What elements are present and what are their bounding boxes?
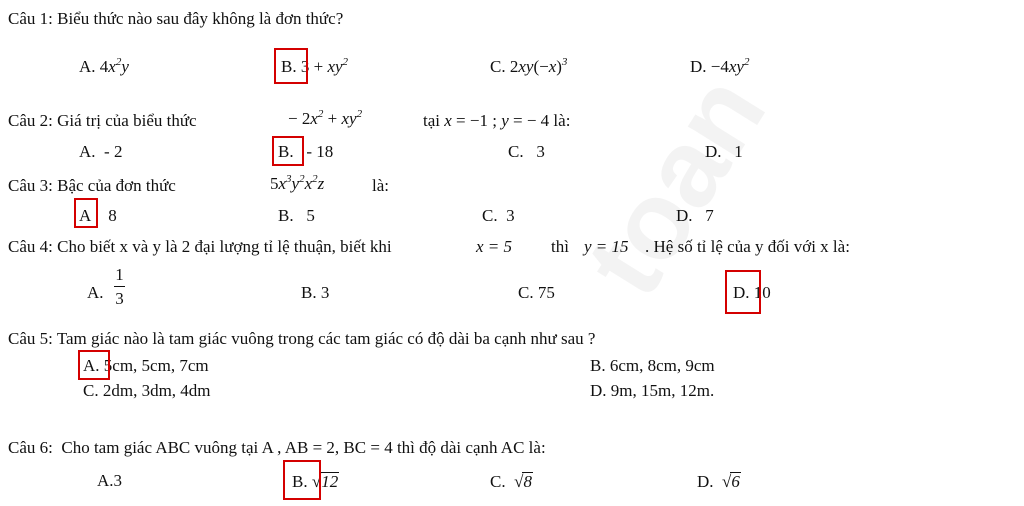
q2-condition: tại x = −1 ; y = − 4 là: xyxy=(423,111,571,130)
q4-option-a-letter: A. xyxy=(87,283,104,302)
q2-option-b: B. - 18 xyxy=(278,142,334,161)
answer-mark xyxy=(74,198,98,228)
q6-option-a: A.3 xyxy=(97,471,123,490)
q4-option-a-fraction xyxy=(114,266,125,307)
q3-option-d: D. 7 xyxy=(676,206,714,225)
q1-option-c: C. $2xy(-x)^3$ xyxy=(490,56,568,76)
q4-option-b: B. 3 xyxy=(301,283,330,302)
q2-option-d: D. 1 xyxy=(705,142,743,161)
q1-option-d: D. $-4xy^2$ xyxy=(690,56,750,76)
answer-mark xyxy=(274,48,308,84)
fraction-denominator: 3 xyxy=(115,289,124,308)
q1-option-b: B. $3 + xy^2$ xyxy=(281,56,349,76)
q3-option-a: A 8 xyxy=(79,206,117,225)
q4-suffix: . Hệ số tỉ lệ của y đối với x là: xyxy=(645,237,850,256)
question-1-stem: Câu 1: Biểu thức nào sau đây không là đơn thức? xyxy=(8,9,344,28)
answer-mark xyxy=(725,270,761,314)
q5-option-d: D. 9m, 15m, 12m. xyxy=(590,381,715,400)
q5-option-c: C. 2dm, 3dm, 4dm xyxy=(83,381,211,400)
q3-suffix: là: xyxy=(372,176,389,195)
q3-option-c: C. 3 xyxy=(482,206,515,225)
question-5-stem: Câu 5: Tam giác nào là tam giác vuông trong các tam giác có độ dài ba cạnh như sau ? xyxy=(8,329,596,348)
q4-option-d: D. 10 xyxy=(733,283,771,302)
q2-option-a: A. - 2 xyxy=(79,142,123,161)
q4-connector: thì xyxy=(551,237,569,256)
fraction-numerator: 1 xyxy=(115,265,124,284)
answer-mark xyxy=(283,460,321,500)
q4-condition-y: y = 15 xyxy=(584,237,629,256)
q6-option-b: B. √12 xyxy=(292,472,339,491)
answer-mark xyxy=(78,350,110,380)
q3-expression: $5x^3y^2x^2z$ xyxy=(270,173,325,193)
fraction-bar xyxy=(114,286,125,287)
q1-option-a: A. $4x^2y$ xyxy=(79,56,129,76)
q4-option-c: C. 75 xyxy=(518,283,555,302)
q2-expression: − $2x^2 + xy^2$ xyxy=(288,108,363,128)
question-4-stem: Câu 4: Cho biết x và y là 2 đại lượng tỉ lệ thuận, biết khi xyxy=(8,237,392,256)
question-3-stem: Câu 3: Bậc của đơn thức xyxy=(8,176,176,195)
q5-option-a: A. 5cm, 5cm, 7cm xyxy=(83,356,209,375)
question-2-stem: Câu 2: Giá trị của biểu thức xyxy=(8,111,197,130)
q6-option-d: D. √6 xyxy=(697,472,740,491)
q6-option-c: C. √8 xyxy=(490,472,532,491)
question-6-stem: Câu 6: Cho tam giác ABC vuông tại A , AB = 2, BC = 4 thì độ dài cạnh AC là: xyxy=(8,438,546,457)
q4-condition-x: x = 5 xyxy=(476,237,513,256)
q2-option-c: C. 3 xyxy=(508,142,545,161)
answer-mark xyxy=(272,136,304,166)
q3-option-b: B. 5 xyxy=(278,206,315,225)
q5-option-b: B. 6cm, 8cm, 9cm xyxy=(590,356,715,375)
